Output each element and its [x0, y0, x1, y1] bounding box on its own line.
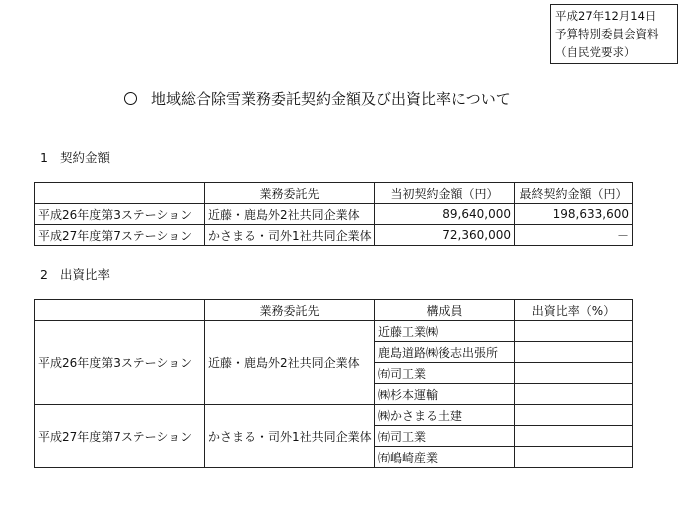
ratio-cell	[515, 426, 633, 447]
member-cell: ㈱かさまる土建	[375, 405, 515, 426]
initial-amount-cell: 72,360,000	[375, 225, 515, 246]
header-cell: 出資比率（%）	[515, 300, 633, 321]
contractor-cell: 近藤・鹿島外2社共同企業体	[205, 204, 375, 225]
table-row	[35, 204, 633, 225]
document-title	[124, 88, 511, 109]
ratio-cell	[515, 342, 633, 363]
section1-heading	[40, 148, 110, 166]
contractor-cell: 近藤・鹿島外2社共同企業体	[205, 321, 375, 405]
contract-amount-table	[34, 182, 633, 246]
header-cell: 業務委託先	[205, 183, 375, 204]
station-cell: 平成27年度第7ステーション	[35, 405, 205, 468]
section2-title: 出資比率	[60, 267, 111, 282]
member-cell: ㈲司工業	[375, 426, 515, 447]
header-cell	[35, 183, 205, 204]
station-cell: 平成26年度第3ステーション	[35, 204, 205, 225]
ratio-cell	[515, 447, 633, 468]
header-cell: 最終契約金額（円）	[515, 183, 633, 204]
investment-ratio-table	[34, 299, 633, 468]
header-cell: 構成員	[375, 300, 515, 321]
stamp-committee: 予算特別委員会資料	[555, 27, 659, 41]
ratio-cell	[515, 384, 633, 405]
title-text: 地域総合除雪業務委託契約金額及び出資比率について	[151, 90, 511, 108]
header-cell: 業務委託先	[205, 300, 375, 321]
section2-number: 2	[40, 267, 48, 282]
final-amount-cell: 198,633,600	[515, 204, 633, 225]
section1-title: 契約金額	[60, 150, 111, 165]
member-cell: 近藤工業㈱	[375, 321, 515, 342]
member-cell: ㈲嶋崎産業	[375, 447, 515, 468]
contractor-cell: かさまる・司外1社共同企業体	[205, 225, 375, 246]
stamp-requester: （自民党要求）	[555, 45, 636, 59]
station-cell: 平成27年度第7ステーション	[35, 225, 205, 246]
table-header-row	[35, 300, 633, 321]
circle-bullet-icon	[124, 92, 137, 105]
station-cell: 平成26年度第3ステーション	[35, 321, 205, 405]
final-amount-cell: －	[515, 225, 633, 246]
section1-number: 1	[40, 150, 48, 165]
member-cell: 鹿島道路㈱後志出張所	[375, 342, 515, 363]
contractor-cell: かさまる・司外1社共同企業体	[205, 405, 375, 468]
section2-heading	[40, 265, 110, 283]
member-cell: ㈱杉本運輸	[375, 384, 515, 405]
header-cell	[35, 300, 205, 321]
document-stamp-box	[550, 4, 678, 64]
table-row	[35, 225, 633, 246]
ratio-cell	[515, 363, 633, 384]
stamp-date: 平成27年12月14日	[555, 9, 657, 23]
member-cell: ㈲司工業	[375, 363, 515, 384]
table-row	[35, 321, 633, 342]
ratio-cell	[515, 405, 633, 426]
table-header-row	[35, 183, 633, 204]
header-cell: 当初契約金額（円）	[375, 183, 515, 204]
table-row	[35, 405, 633, 426]
initial-amount-cell: 89,640,000	[375, 204, 515, 225]
ratio-cell	[515, 321, 633, 342]
